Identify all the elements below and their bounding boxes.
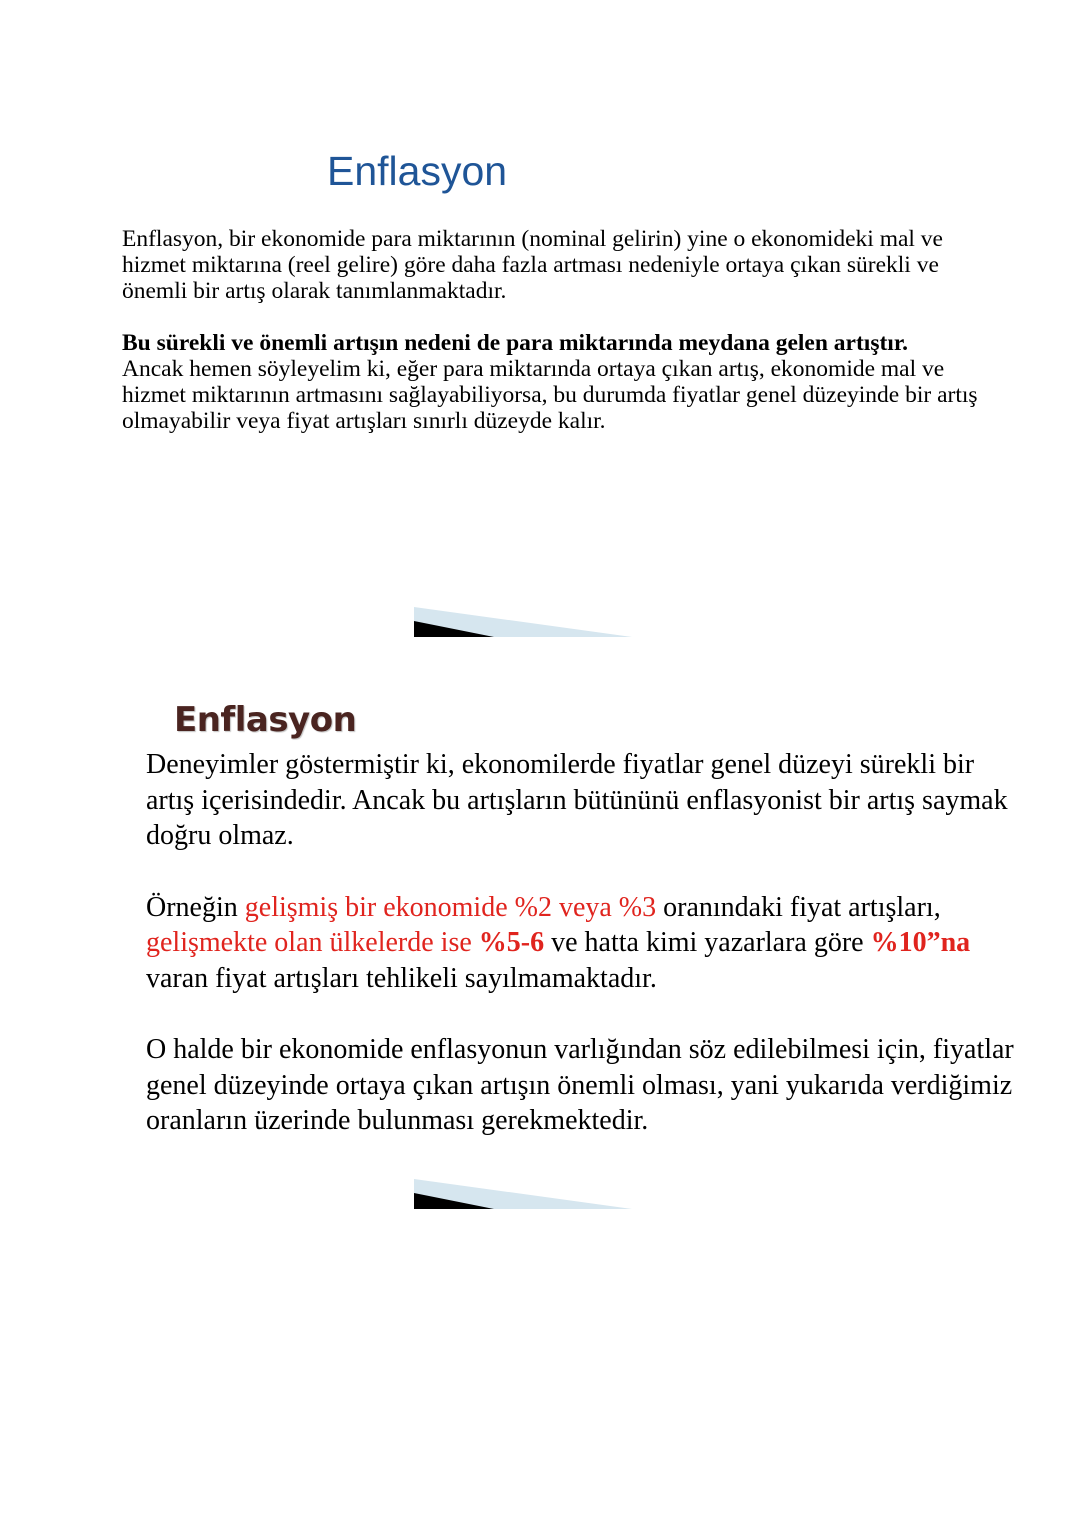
slide-1-bold-statement: Bu sürekli ve önemli artışın nedeni de para miktarında meydana gelen artıştır. xyxy=(122,330,908,356)
slide-2-body xyxy=(146,747,1026,1139)
slide-2-title: Enflasyon xyxy=(174,700,357,740)
para2-text-3: oranındaki fiyat artışları, xyxy=(656,891,941,923)
slide-2-paragraph-3: O halde bir ekonomide enflasyonun varlığından söz edilebilmesi için, fiyatlar genel düzeyinde ortaya çıkan artışın önemli olması, yani yukarıda verdiğimiz oranların üzerinde bulunması gerekmektedir. xyxy=(146,1034,1014,1136)
slide-1-paragraph-2 xyxy=(122,330,1002,434)
slide-1 xyxy=(0,0,1080,700)
para2-highlight-10: %10”na xyxy=(870,927,971,958)
para2-highlight-5-6: %5-6 xyxy=(478,927,545,958)
para2-text-8: varan fiyat artışları tehlikeli sayılmamaktadır. xyxy=(146,962,657,994)
slide-2-paragraph-1: Deneyimler göstermiştir ki, ekonomilerde fiyatlar genel düzeyi sürekli bir artış içerisindedir. Ancak bu artışların bütününü enflasyonist bir artış saymak doğru olmaz. xyxy=(146,749,1008,851)
slide-2-decoration xyxy=(414,1179,632,1209)
slide-1-title: Enflasyon xyxy=(327,148,508,194)
slide-1-decoration xyxy=(414,607,632,637)
slide-1-body xyxy=(122,226,1002,434)
slide-1-paragraph-1: Enflasyon, bir ekonomide para miktarının (nominal gelirin) yine o ekonomideki mal ve hizmet miktarına (reel gelire) göre daha fazla artması nedeniyle ortaya çıkan sürekli ve önemli bir artış olarak tanımlanmaktadır. xyxy=(122,226,943,304)
slide-2 xyxy=(0,700,1080,1527)
para2-highlight-developing: gelişmekte olan ülkelerde ise xyxy=(146,927,479,958)
para2-text-1: Örneğin xyxy=(146,891,245,923)
slide-2-paragraph-2 xyxy=(146,890,1026,997)
para2-text-6: ve hatta kimi yazarlara göre xyxy=(544,927,871,958)
para2-highlight-developed: gelişmiş bir ekonomide %2 veya %3 xyxy=(244,891,657,923)
slide-1-paragraph-2-rest: Ancak hemen söyleyelim ki, eğer para miktarında ortaya çıkan artış, ekonomide mal ve hizmet miktarının artmasını sağlayabiliyorsa, bu durumda fiyatlar genel düzeyinde bir artış olmayabilir veya fiyat artışları sınırlı düzeyde kalır. xyxy=(122,356,978,434)
